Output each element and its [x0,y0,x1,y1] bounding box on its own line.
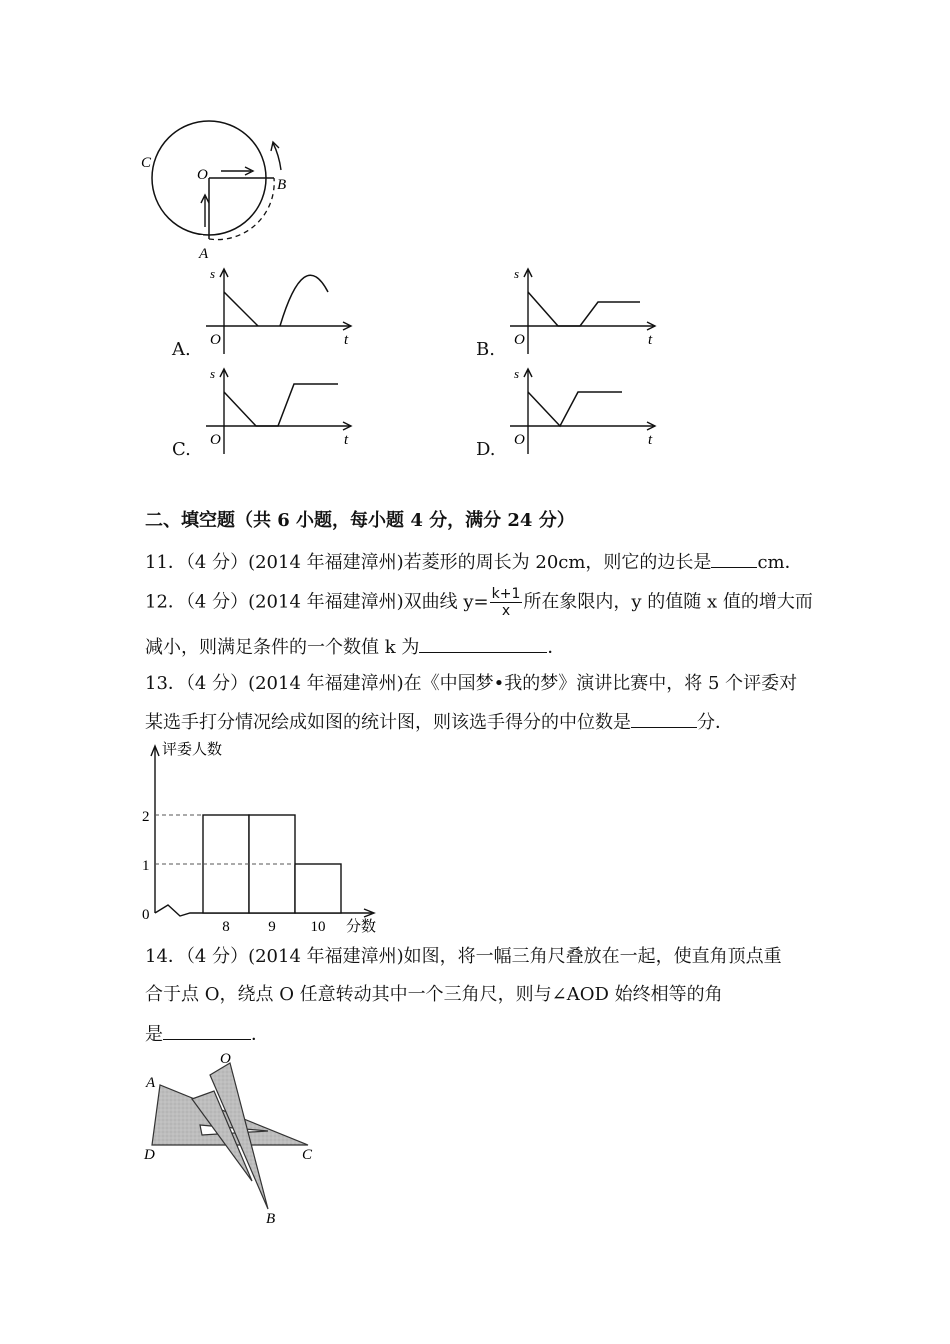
svg-text:t: t [344,432,349,448]
option-b-letter: B. [476,339,495,360]
q12-text-end: 所在象限内，y 的值随 x 值的增大而 [523,591,813,613]
y-axis-label: 评委人数 [162,742,223,758]
q12-frac-numerator: k+1 [491,586,521,602]
svg-text:s: s [514,266,520,281]
q12-fraction [490,586,523,619]
label-B: B [266,1211,276,1227]
y-tick-label: 2 [142,809,150,825]
svg-text:s: s [210,366,216,381]
option-d-graph [500,366,665,456]
circle-path-figure [135,115,305,265]
question-13-line2: 某选手打分情况绘成如图的统计图，则该选手得分的中位数是 分． [145,709,733,735]
question-14-line3: 是 ． [145,1021,269,1047]
y-tick-label: 1 [142,858,150,874]
label-C: C [302,1147,313,1163]
y-tick-label: 0 [142,907,150,923]
label-A: A [146,1075,156,1091]
option-d-letter: D. [476,439,496,460]
label-O: O [220,1051,231,1067]
label-D: D [144,1147,155,1163]
x-tick-label: 9 [268,919,276,935]
svg-text:O: O [514,432,525,448]
question-14-line1: 14．（4 分）(2014 年福建漳州)如图，将一幅三角尺叠放在一起，使直角顶点重 [145,946,782,967]
label-B: B [277,177,287,193]
dashed-arc [209,178,274,240]
svg-text:s: s [514,366,520,381]
label-A: A [199,246,209,262]
option-c-graph [196,366,361,456]
x-tick-label: 8 [222,919,230,935]
score-bar-chart [140,738,390,938]
question-12 [145,586,813,619]
svg-text:O: O [210,432,221,448]
svg-text:O: O [210,332,221,348]
option-a-letter: A. [172,339,191,360]
label-O: O [197,167,208,183]
option-a-graph [196,266,361,356]
x-tick-label: 10 [310,919,326,935]
question-13-line1: 13．（4 分）(2014 年福建漳州)在《中国梦•我的梦》演讲比赛中，将 5 个评委对 [145,673,798,694]
q12-text: 12．（4 分）(2014 年福建漳州)双曲线 y= [145,591,489,613]
svg-text:t: t [648,432,653,448]
question-14-line2: 合于点 O，绕点 O 任意转动其中一个三角尺，则与∠AOD 始终相等的角 [145,984,723,1005]
q14-answer-blank[interactable] [163,1021,251,1040]
q13-answer-blank[interactable] [631,709,697,728]
svg-text:t: t [344,332,349,348]
svg-text:O: O [514,332,525,348]
triangle-rulers-figure [140,1045,330,1227]
option-c-letter: C. [172,439,191,460]
bar-10 [295,864,341,913]
q12-answer-blank[interactable] [419,634,547,653]
arc-arrow-icon [273,143,281,170]
x-axis-label: 分数 [346,919,377,935]
svg-text:s: s [210,266,216,281]
question-12-line2: 减小，则满足条件的一个数值 k 为 ． [145,634,565,660]
label-C: C [141,155,152,171]
q11-unit: cm． [757,552,803,573]
option-b-graph [500,266,665,356]
q12-frac-denominator: x [501,603,511,619]
question-11 [145,549,803,575]
svg-text:t: t [648,332,653,348]
section-heading: 二、填空题（共 6 小题，每小题 4 分，满分 24 分） [145,510,575,531]
q11-text: 11．（4 分）(2014 年福建漳州)若菱形的周长为 20cm，则它的边长是 [145,552,712,573]
q11-answer-blank[interactable] [711,549,757,568]
